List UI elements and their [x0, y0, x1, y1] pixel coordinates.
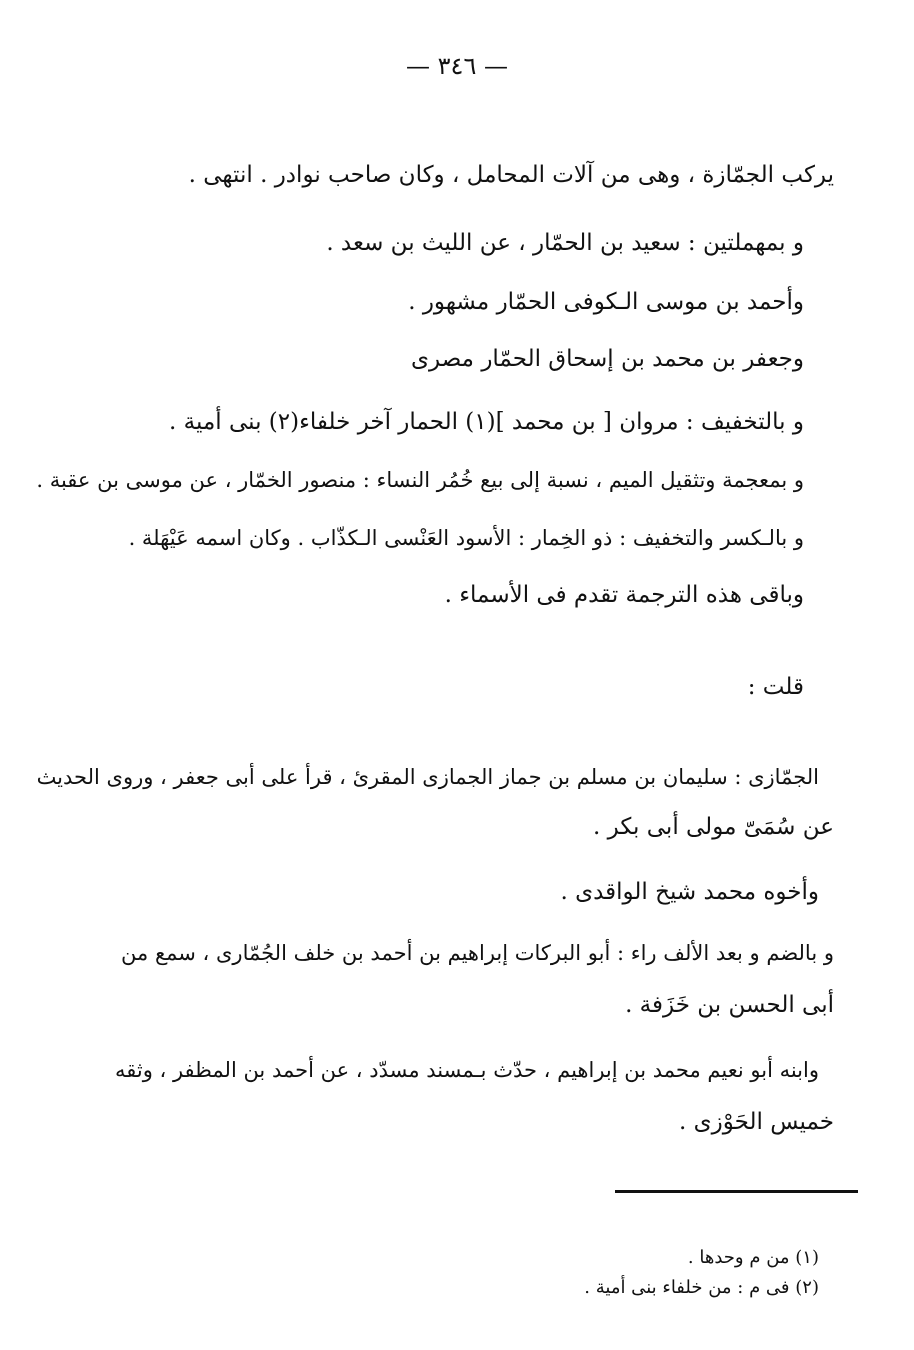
text-line: أبى الحسن بن خَزَفة .: [625, 992, 834, 1018]
page-number: — ٣٤٦ —: [406, 52, 508, 80]
text-line: وجعفر بن محمد بن إسحاق الحمّار مصرى: [411, 346, 804, 372]
text-line: عن سُمَىّ مولى أبى بكر .: [593, 814, 834, 840]
text-line: الجمّازى : سليمان بن مسلم بن جماز الجمازى المقرئ ، قرأ على أبى جعفر ، وروى الحديث: [36, 765, 819, 789]
footnote-divider: [615, 1190, 858, 1193]
text-line: وباقى هذه الترجمة تقدم فى الأسماء .: [444, 582, 804, 608]
text-line: و بمهملتين : سعيد بن الحمّار ، عن الليث بن سعد .: [326, 230, 804, 256]
text-line: يركب الجمّازة ، وهى من آلات المحامل ، وكان صاحب نوادر . انتهى .: [188, 162, 834, 188]
text-line: و بمعجمة وتثقيل الميم ، نسبة إلى بيع خُمُر النساء : منصور الخمّار ، عن موسى بن عقبة .: [36, 468, 804, 492]
section-heading: قلت :: [747, 674, 804, 700]
footnote: (١) من م وحدها .: [687, 1247, 819, 1268]
text-line: خميس الحَوْزى .: [679, 1109, 834, 1135]
text-line: و بالـكسر والتخفيف : ذو الخِمار : الأسود العَنْسى الـكذّاب . وكان اسمه عَيْهَلة .: [128, 526, 804, 550]
text-line: و بالضم و بعد الألف راء : أبو البركات إبراهيم بن أحمد بن خلف الجُمّارى ، سمع من: [121, 941, 834, 965]
text-line: وابنه أبو نعيم محمد بن إبراهيم ، حدّث بـمسند مسدّد ، عن أحمد بن المظفر ، وثقه: [114, 1058, 819, 1082]
footnote: (٢) فى م : من خلفاء بنى أمية .: [584, 1277, 819, 1298]
text-line: وأحمد بن موسى الـكوفى الحمّار مشهور .: [408, 289, 804, 315]
text-line: و بالتخفيف : مروان [ بن محمد ](١) الحمار آخر خلفاء(٢) بنى أمية .: [169, 409, 804, 435]
text-line: وأخوه محمد شيخ الواقدى .: [560, 879, 819, 905]
